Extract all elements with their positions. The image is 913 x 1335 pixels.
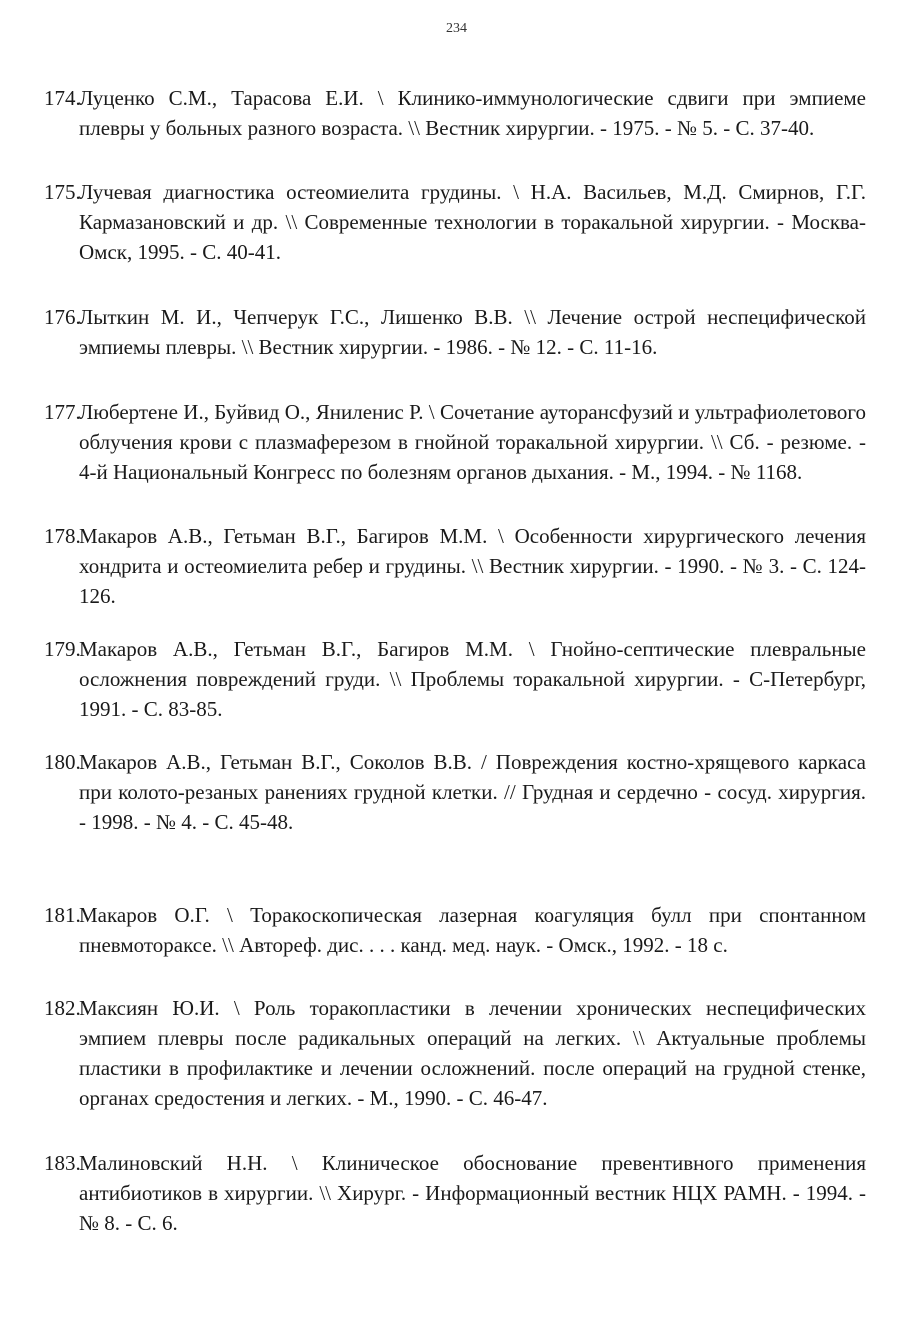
page-number: 234: [446, 21, 467, 36]
reference-text: Максиян Ю.И. \ Роль торакопластики в лечении хронических неспецифических эмпием плевры после радикальных операций на легких. \\ Актуальные проблемы пластики в профилактике и лечении осложнений. после операций на грудной стенке, органах средостения и легких. - М., 1990. - С. 46-47.: [79, 996, 866, 1110]
reference-number: 178.: [44, 524, 81, 548]
reference-text: Малиновский Н.Н. \ Клиническое обоснование превентивного применения антибиотиков в хирургии. \\ Хирург. - Информационный вестник НЦХ РАМН. - 1994. - № 8. - С. 6.: [79, 1151, 866, 1235]
reference-item: [44, 900, 866, 960]
reference-number: 174.: [44, 86, 81, 110]
reference-item: [44, 83, 866, 143]
reference-item: [44, 634, 866, 724]
reference-text: Макаров А.В., Гетьман В.Г., Багиров М.М. \ Гнойно-септические плевральные осложнения повреждений груди. \\ Проблемы торакальной хирургии. - С-Петербург, 1991. - С. 83-85.: [79, 637, 866, 721]
reference-text: Лучевая диагностика остеомиелита грудины. \ Н.А. Васильев, М.Д. Смирнов, Г.Г. Кармазановский и др. \\ Современные технологии в торакальной хирургии. - Москва-Омск, 1995. - С. 40-41.: [79, 180, 866, 264]
reference-item: [44, 993, 866, 1113]
reference-list: [44, 83, 866, 1238]
reference-number: 181.: [44, 903, 81, 927]
reference-text: Луценко С.М., Тарасова Е.И. \ Клинико-иммунологические сдвиги при эмпиеме плевры у больных разного возраста. \\ Вестник хирургии. - 1975. - № 5. - С. 37-40.: [79, 86, 866, 140]
reference-item: [44, 1148, 866, 1238]
reference-number: 180.: [44, 750, 81, 774]
reference-item: [44, 177, 866, 267]
reference-number: 177.: [44, 400, 81, 424]
reference-number: 179.: [44, 637, 81, 661]
reference-number: 176.: [44, 305, 81, 329]
reference-text: Лыткин М. И., Чепчерук Г.С., Лишенко В.В. \\ Лечение острой неспецифической эмпиемы плевры. \\ Вестник хирургии. - 1986. - № 12. - С. 11-16.: [79, 305, 866, 359]
reference-text: Макаров А.В., Гетьман В.Г., Багиров М.М. \ Особенности хирургического лечения хондрита и остеомиелита ребер и грудины. \\ Вестник хирургии. - 1990. - № 3. - С. 124-126.: [79, 524, 866, 608]
reference-text: Макаров О.Г. \ Торакоскопическая лазерная коагуляция булл при спонтанном пневмотораксе. \\ Автореф. дис. . . . канд. мед. наук. - Омск., 1992. - 18 с.: [79, 903, 866, 957]
reference-number: 182.: [44, 996, 81, 1020]
reference-text: Любертене И., Буйвид О., Яниленис Р. \ Сочетание ауторансфузий и ультрафиолетового облучения крови с плазмаферезом в гнойной торакальной хирургии. \\ Сб. - резюме. - 4-й Национальный Конгресс по болезням органов дыхания. - М., 1994. - № 1168.: [79, 400, 866, 484]
reference-item: [44, 397, 866, 487]
reference-item: [44, 747, 866, 837]
reference-item: [44, 302, 866, 362]
reference-number: 175.: [44, 180, 81, 204]
reference-number: 183.: [44, 1151, 81, 1175]
reference-item: [44, 521, 866, 611]
reference-text: Макаров А.В., Гетьман В.Г., Соколов В.В. / Повреждения костно-хрящевого каркаса при колото-резаных ранениях грудной клетки. // Грудная и сердечно - сосуд. хирургия. - 1998. - № 4. - С. 45-48.: [79, 750, 866, 834]
